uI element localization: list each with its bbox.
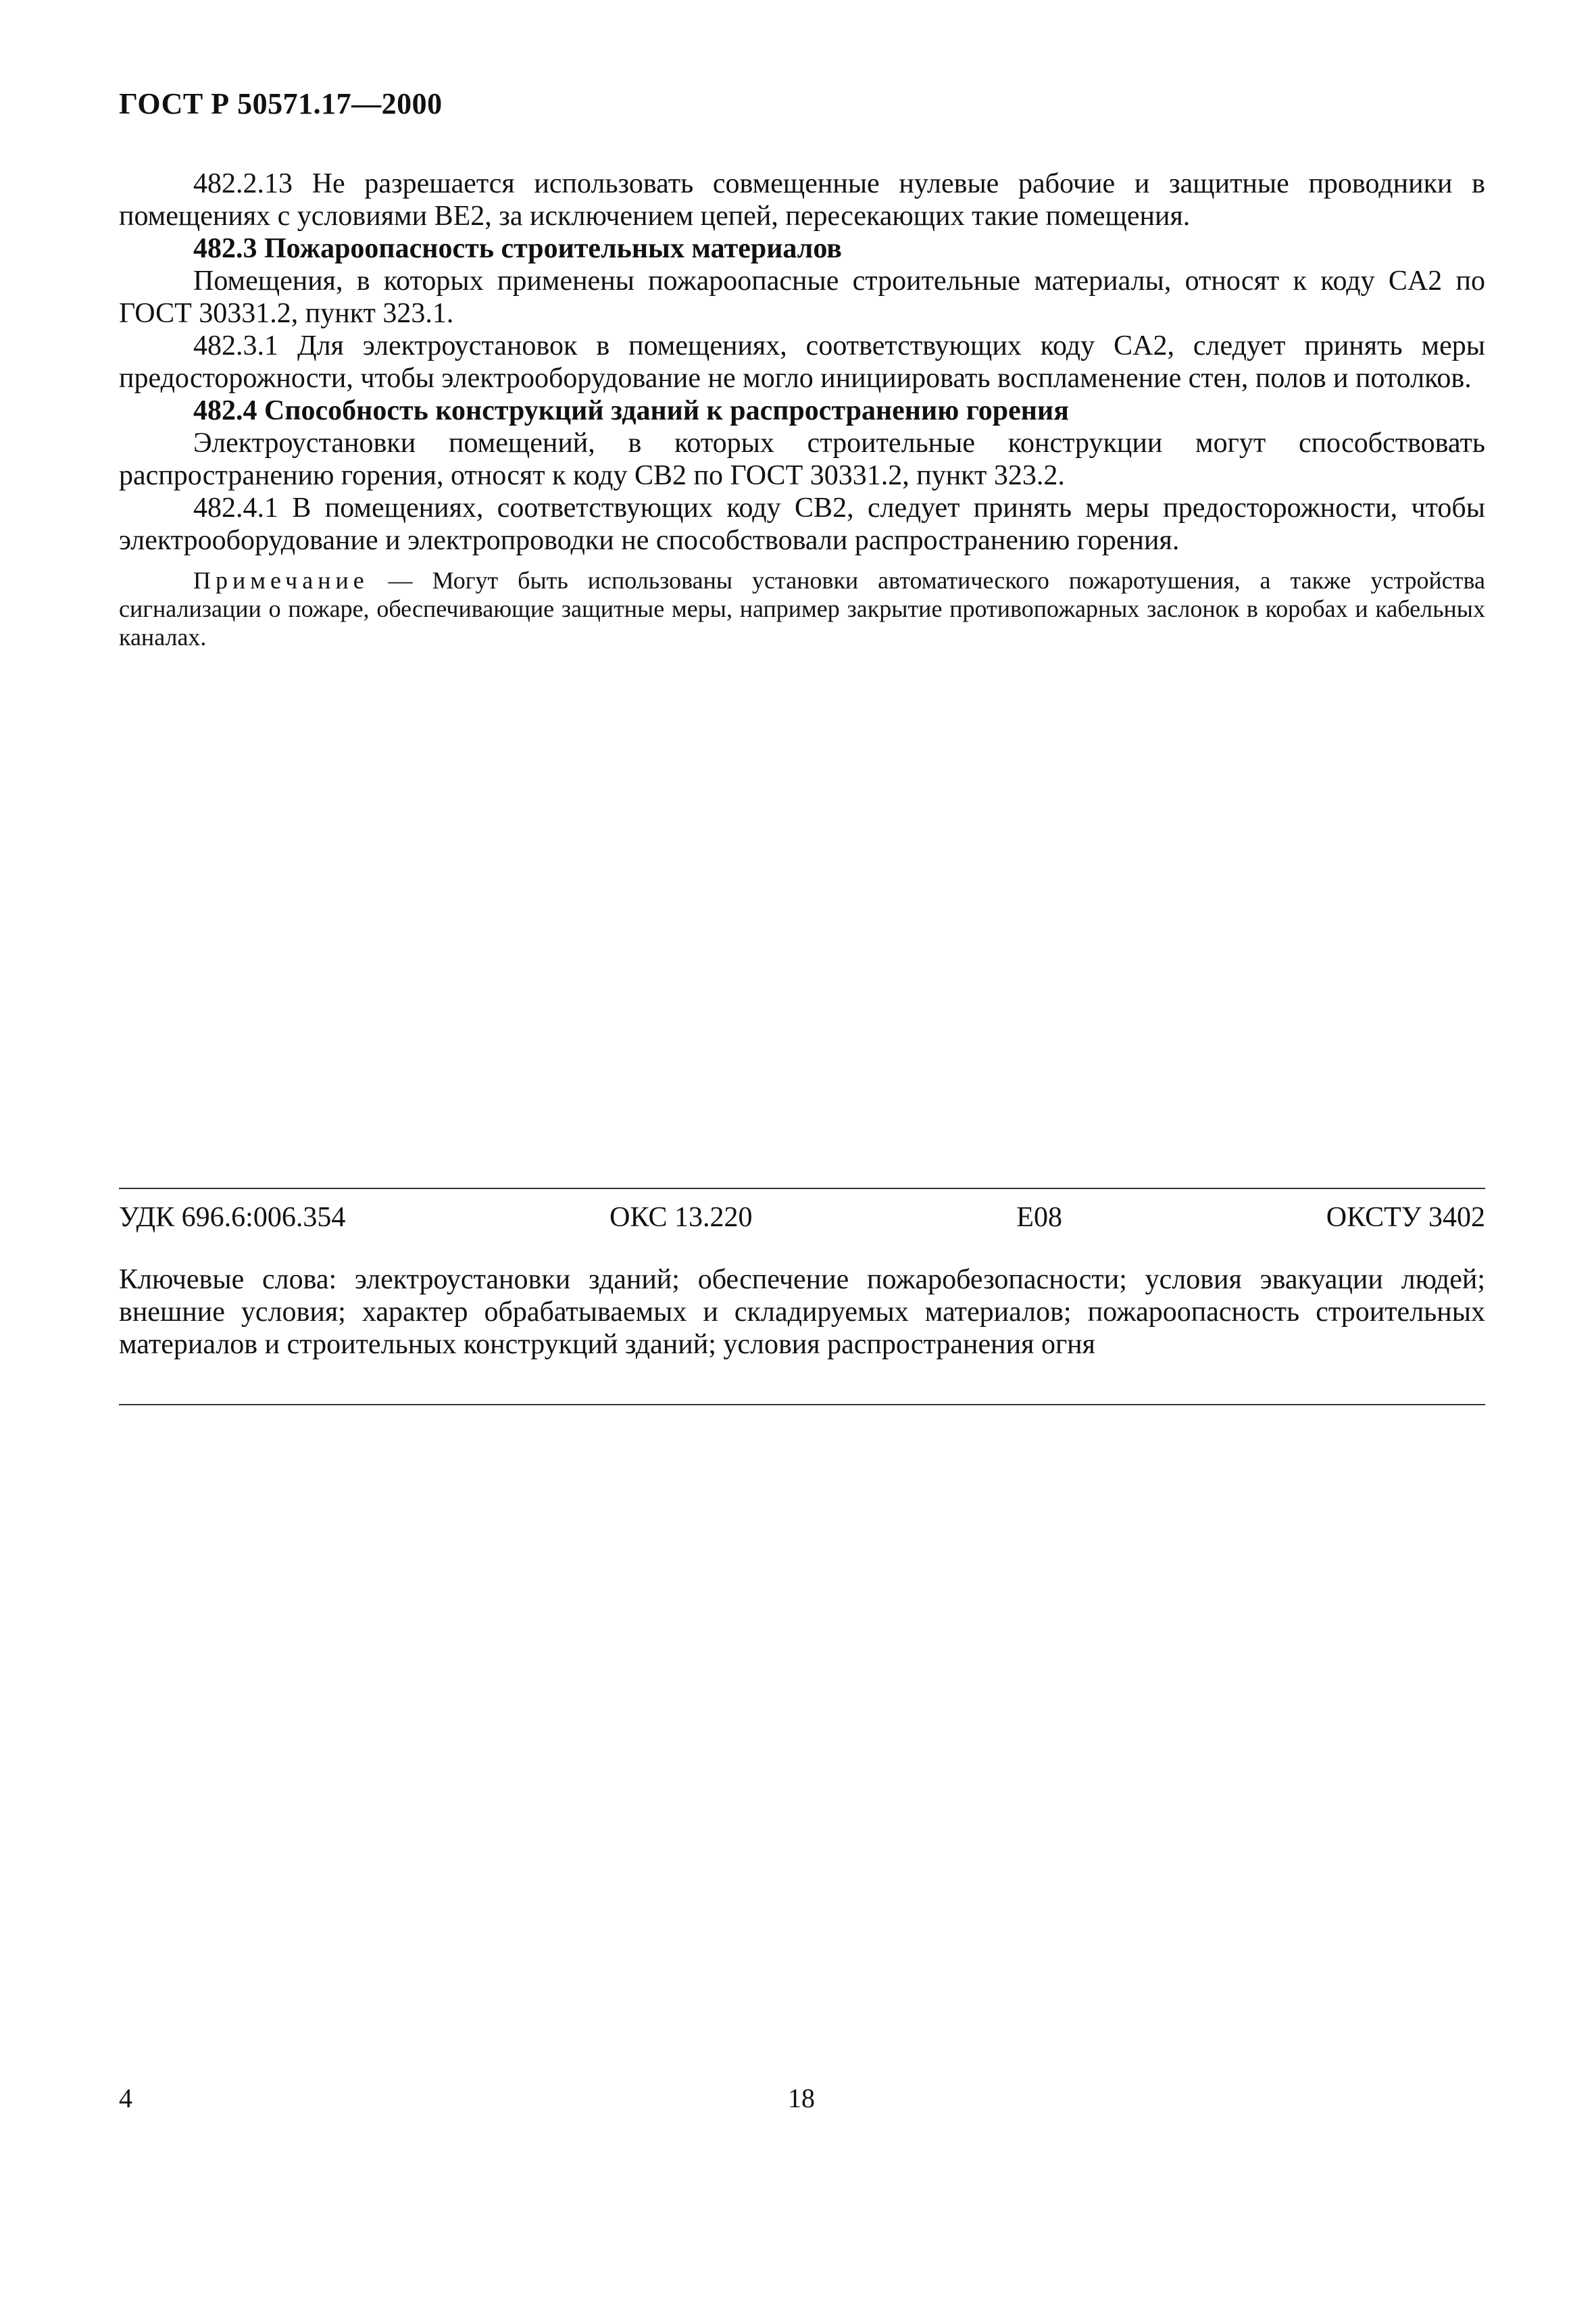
heading-482-3: 482.3 Пожароопасность строительных материалов: [193, 233, 842, 264]
classification-row: [119, 1201, 1485, 1234]
okstu-code: ОКСТУ 3402: [1326, 1202, 1485, 1233]
document-header: ГОСТ Р 50571.17—2000: [119, 87, 443, 120]
paragraph-482-4: Электроустановки помещений, в которых строительные конструкции могут способствовать распространению горения, относят к коду CB2 по ГОСТ 30331.2, пункт 323.2.: [119, 428, 1485, 491]
footer-left-number: 4: [119, 2083, 132, 2113]
paragraph-482-3-1: 482.3.1 Для электроустановок в помещениях, соответствующих коду CA2, следует принять меры предосторожности, чтобы электрооборудование не могло инициировать воспламенение стен, полов и потолков.: [119, 330, 1485, 394]
document-body: [119, 168, 1485, 651]
paragraph-482-4-1: 482.4.1 В помещениях, соответствующих коду CB2, следует принять меры предосторожности, чтобы электрооборудование и электропроводки не способствовали распространению горения.: [119, 493, 1485, 556]
note: [119, 566, 1485, 651]
oks-code: ОКС 13.220: [609, 1202, 753, 1233]
bottom-divider: [119, 1404, 1485, 1405]
note-label: Примечание: [193, 567, 369, 594]
group-code: Е08: [1016, 1202, 1062, 1233]
udk-code: УДК 696.6:006.354: [119, 1202, 346, 1233]
note-text: — Могут быть использованы установки автоматического пожаротушения, а также устройства сигнализации о пожаре, обеспечивающие защитные меры, например закрытие противопожарных заслонок в коробах и кабельных каналах.: [119, 567, 1485, 651]
page-number: 18: [788, 2083, 815, 2113]
top-divider: [119, 1188, 1485, 1189]
keywords: Ключевые слова: электроустановки зданий; обеспечение пожаробезопасности; условия эвакуации людей; внешние условия; характер обрабатываемых и складируемых материалов; пожароопасность строительных материалов и строительных конструкций зданий; условия распространения огня: [119, 1264, 1485, 1360]
heading-482-4: 482.4 Способность конструкций зданий к распространению горения: [193, 395, 1069, 426]
paragraph-482-2-13: 482.2.13 Не разрешается использовать совмещенные нулевые рабочие и защитные проводники в помещениях с условиями BE2, за исключением цепей, пересекающих такие помещения.: [119, 168, 1485, 232]
paragraph-482-3: Помещения, в которых применены пожароопасные строительные материалы, относят к коду CA2 по ГОСТ 30331.2, пункт 323.1.: [119, 266, 1485, 329]
